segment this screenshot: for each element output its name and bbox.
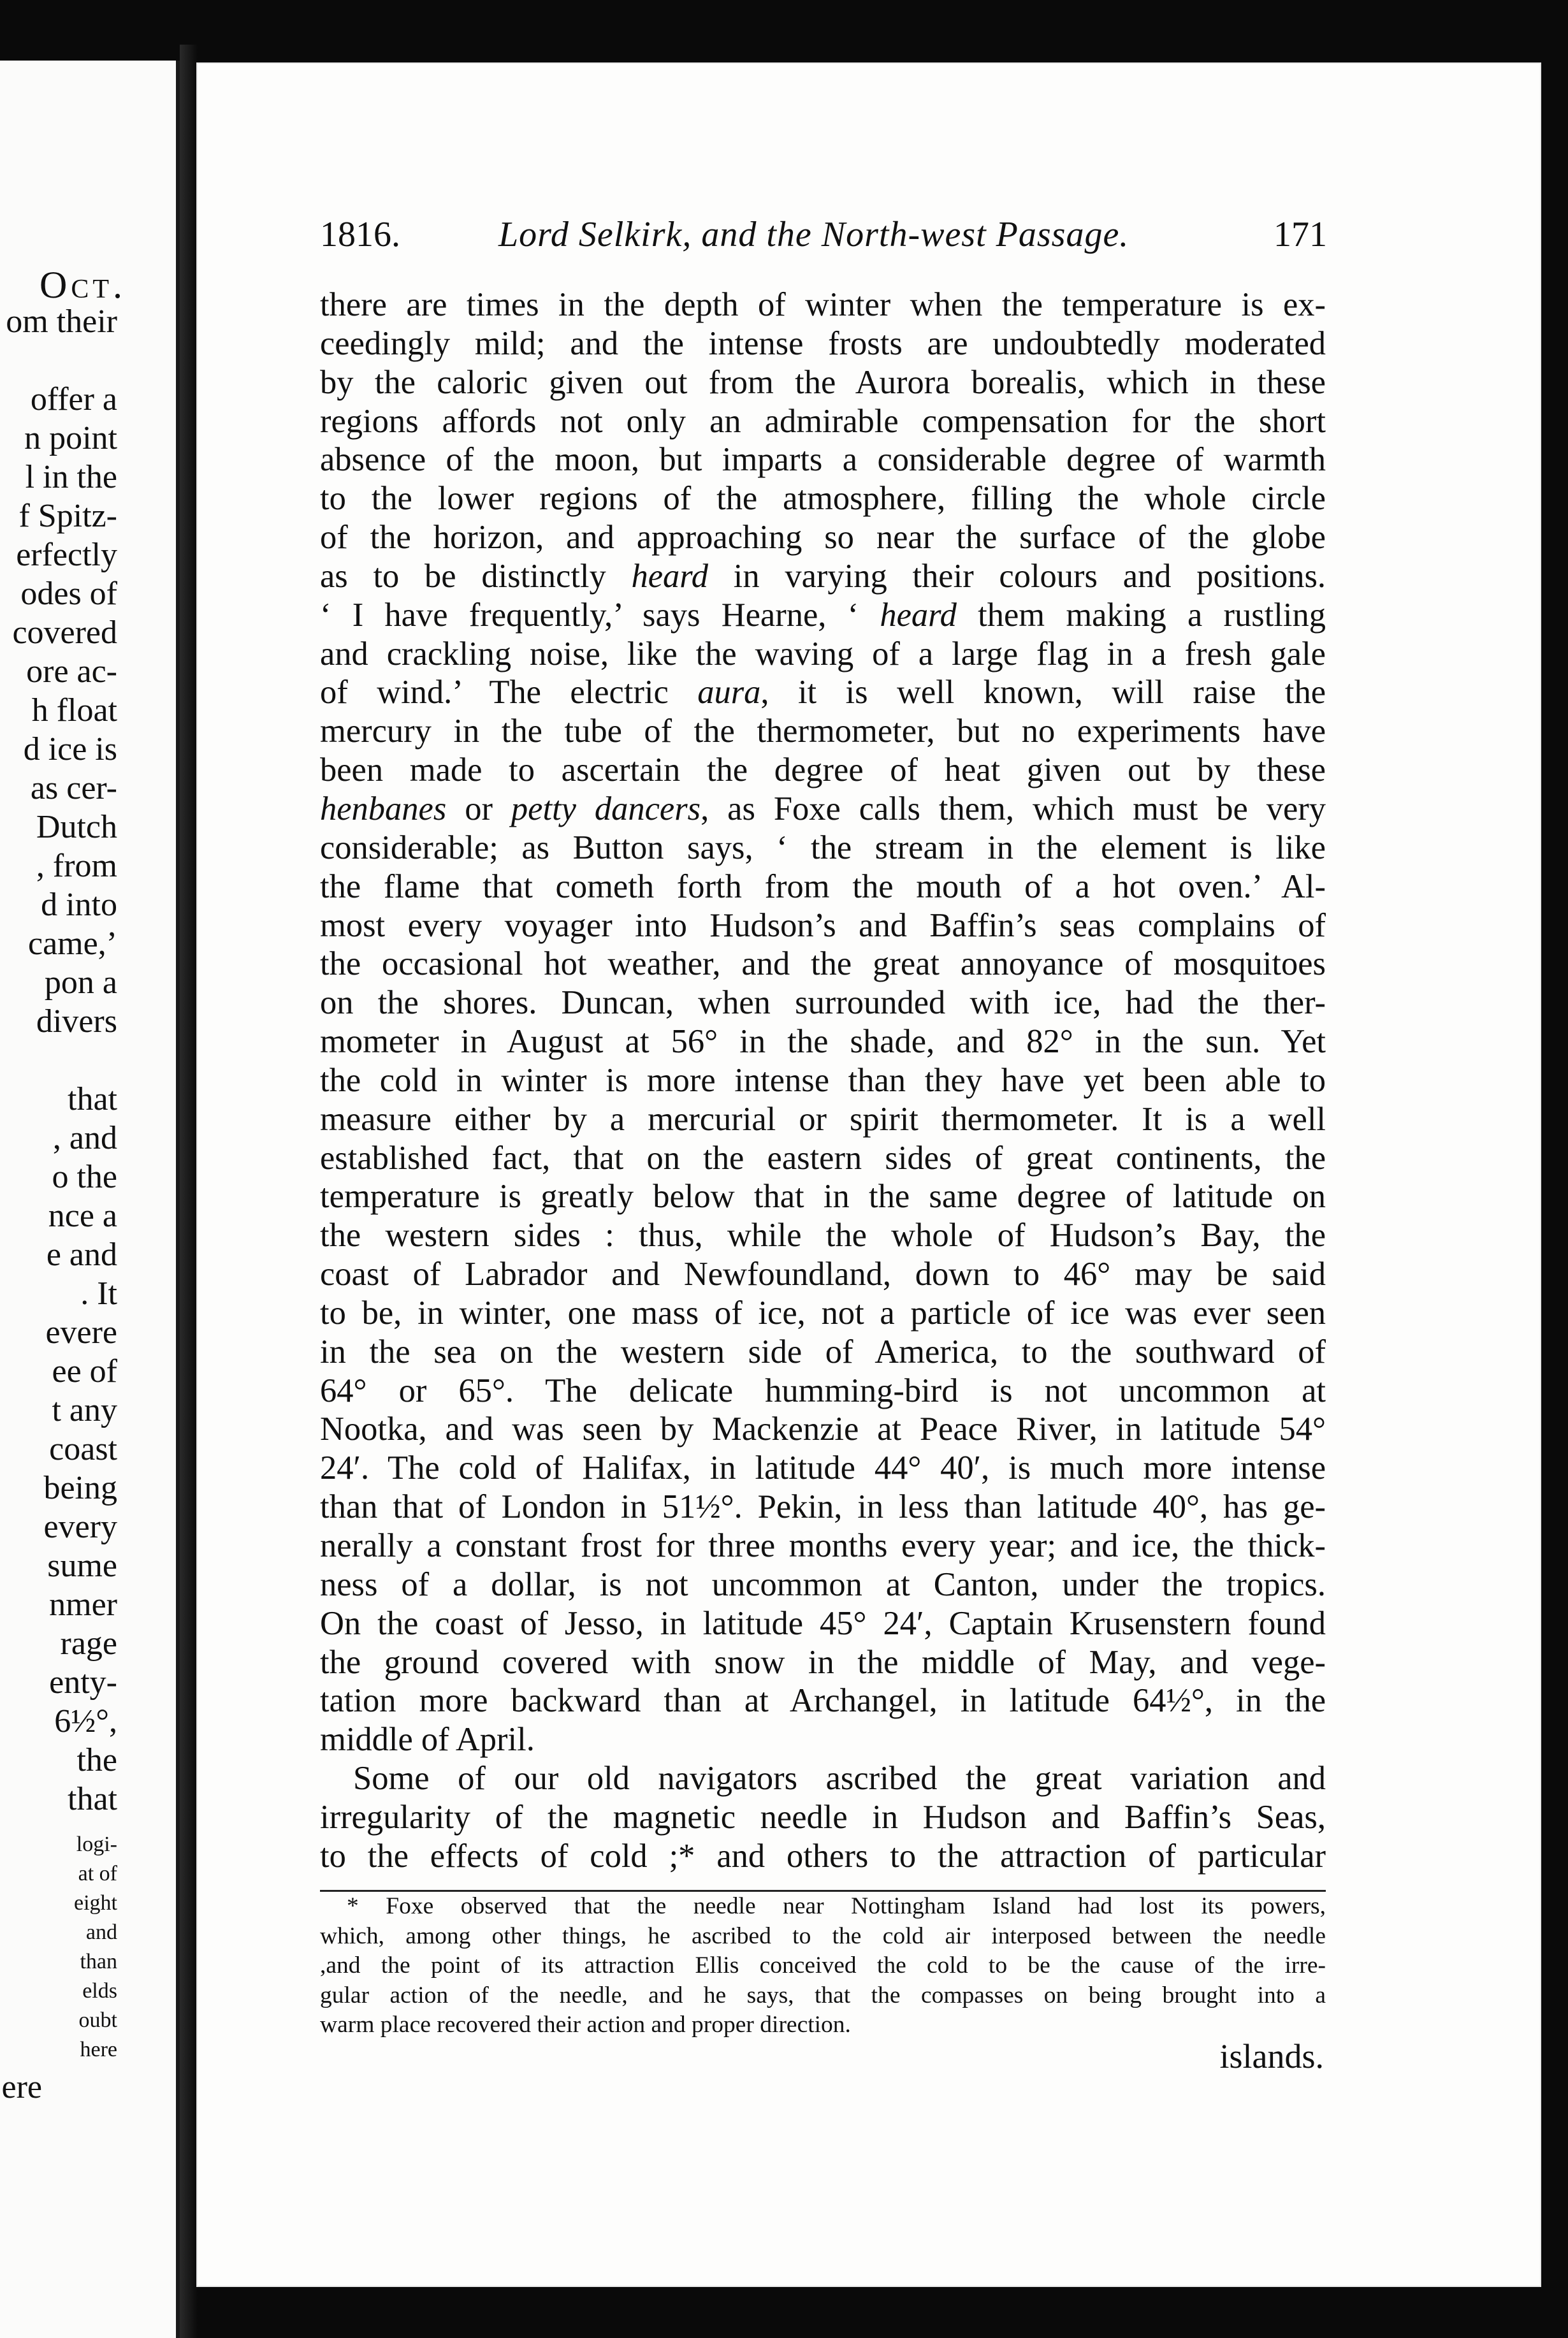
left-page-catchword: ere — [1, 2069, 42, 2105]
running-header — [320, 214, 1327, 265]
text-line: by the caloric given out from the Aurora borealis, which in these — [320, 363, 1326, 401]
footnote-line: which, among other things, he ascribed to the cold air interposed between the needle — [320, 1922, 1326, 1949]
left-page-line: coast — [49, 1431, 117, 1467]
left-page-line: Dutch — [36, 809, 117, 845]
left-page-line: nce a — [48, 1198, 117, 1234]
left-page-line: rage — [60, 1625, 117, 1662]
left-page-footnote-line: oubt — [78, 2008, 117, 2032]
left-page-footnote-line: logi- — [76, 1833, 117, 1856]
text-line: on the shores. Duncan, when surrounded with ice, had the ther- — [320, 984, 1326, 1022]
text-line: temperature is greatly below that in the same degree of latitude on — [320, 1178, 1326, 1216]
text-line: 24′. The cold of Halifax, in latitude 44° 40′, is much more intense — [320, 1449, 1326, 1487]
footnote-line: * Foxe observed that the needle near Nottingham Island had lost its powers, — [347, 1893, 1326, 1919]
left-page-line: every — [43, 1509, 117, 1545]
left-page-line: n point — [24, 420, 117, 456]
text-line: coast of Labrador and Newfoundland, down to 46° may be said — [320, 1256, 1326, 1293]
left-page-header: Oct. — [40, 264, 126, 306]
catchword: islands. — [1219, 2037, 1324, 2075]
left-page-line: o the — [52, 1159, 117, 1195]
header-year: 1816. — [320, 215, 400, 254]
text-line: considerable; as Button says, ‘ the stream in the element is like — [320, 829, 1326, 866]
left-page-line: odes of — [20, 576, 117, 612]
left-page-line: enty- — [49, 1664, 117, 1701]
text-line: 64° or 65°. The delicate humming-bird is not uncommon at — [320, 1372, 1326, 1409]
text-line: been made to ascertain the degree of heat given out by these — [320, 752, 1326, 789]
text-line: mercury in the tube of the thermometer, but no experiments have — [320, 713, 1326, 750]
left-page-line: e and — [46, 1237, 117, 1273]
left-page-line: f Spitz- — [18, 498, 117, 534]
left-page-line: nmer — [49, 1586, 117, 1623]
left-page-line: erfectly — [16, 537, 117, 573]
left-page-line: evere — [45, 1314, 117, 1351]
left-page-line: 6½°, — [54, 1703, 117, 1739]
left-page-footnote-line: at of — [78, 1862, 117, 1885]
left-page-line: offer a — [30, 381, 117, 418]
left-page-line: covered — [12, 614, 117, 651]
left-page-line: ee of — [52, 1353, 117, 1390]
footnote — [320, 1892, 1326, 2040]
left-page-line: ore ac- — [26, 653, 117, 690]
text-line: of wind.’ The electric aura, it is well known, will raise the — [320, 674, 1326, 711]
text-line: to the effects of cold ;* and others to the attraction of particular — [320, 1837, 1326, 1875]
left-page-line: , and — [52, 1120, 117, 1156]
text-line: henbanes or petty dancers, as Foxe calls them, which must be very — [320, 790, 1326, 827]
page-gutter — [180, 45, 198, 2338]
left-page-line: that — [68, 1081, 117, 1117]
text-line: the cold in winter is more intense than they have yet been able to — [320, 1061, 1326, 1099]
left-page-line: sume — [47, 1548, 117, 1584]
text-line: the ground covered with snow in the middle of May, and vege- — [320, 1643, 1326, 1681]
text-line: irregularity of the magnetic needle in Hudson and Baffin’s Seas, — [320, 1798, 1326, 1836]
footnote-line: ,and the point of its attraction Ellis conceived the cold to be the cause of the irre- — [320, 1952, 1326, 1979]
page-number: 171 — [1274, 215, 1327, 254]
left-page-line: . It — [80, 1275, 117, 1312]
text-line: of the horizon, and approaching so near the surface of the globe — [320, 519, 1326, 556]
left-page-line: om their — [6, 303, 117, 340]
left-page-line: t any — [52, 1392, 117, 1428]
text-line: there are times in the depth of winter when the temperature is ex- — [320, 286, 1326, 323]
text-line: the western sides : thus, while the whole of Hudson’s Bay, the — [320, 1217, 1326, 1254]
left-page-footnote-line: elds — [82, 1979, 117, 2003]
text-line: than that of London in 51½°. Pekin, in less than latitude 40°, has ge- — [320, 1488, 1326, 1526]
left-page-footnote-line: eight — [74, 1891, 117, 1915]
left-page-line: pon a — [44, 964, 117, 1001]
text-line: to be, in winter, one mass of ice, not a particle of ice was ever seen — [320, 1294, 1326, 1332]
text-line: nerally a constant frost for three months every year; and ice, the thick- — [320, 1527, 1326, 1564]
left-page-line: divers — [36, 1003, 117, 1040]
left-page-line: that — [68, 1781, 117, 1817]
text-line: regions affords not only an admirable compensation for the short — [320, 402, 1326, 440]
left-page-line: d ice is — [23, 731, 117, 767]
text-line: mometer in August at 56° in the shade, and 82° in the sun. Yet — [320, 1023, 1326, 1061]
footnote-line: warm place recovered their action and proper direction. — [320, 2012, 851, 2038]
left-page-line: l in the — [25, 459, 117, 495]
text-line: measure either by a mercurial or spirit thermometer. It is a well — [320, 1100, 1326, 1138]
text-line: and crackling noise, like the waving of a large flag in a fresh gale — [320, 635, 1326, 672]
text-line: tation more backward than at Archangel, in latitude 64½°, in the — [320, 1682, 1326, 1720]
text-line: ness of a dollar, is not uncommon at Canton, under the tropics. — [320, 1565, 1326, 1603]
text-line: Some of our old navigators ascribed the great variation and — [353, 1760, 1326, 1797]
text-line: absence of the moon, but imparts a considerable degree of warmth — [320, 441, 1326, 479]
text-line: as to be distinctly heard in varying their colours and positions. — [320, 557, 1326, 595]
text-line: established fact, that on the eastern sides of great continents, the — [320, 1139, 1326, 1177]
text-line: in the sea on the western side of America, to the southward of — [320, 1333, 1326, 1370]
left-page-line: h float — [31, 692, 117, 729]
text-line: most every voyager into Hudson’s and Baffin’s seas complains of — [320, 906, 1326, 944]
left-page — [0, 61, 180, 2338]
header-title: Lord Selkirk, and the North-west Passage. — [498, 215, 1129, 254]
left-page-footnote-line: and — [85, 1920, 117, 1944]
left-page-line: being — [43, 1470, 117, 1506]
left-page-line: the — [76, 1742, 117, 1778]
left-page-line: , from — [36, 848, 117, 884]
text-line: the flame that cometh forth from the mouth of a hot oven.’ Al- — [320, 868, 1326, 905]
text-line: On the coast of Jesso, in latitude 45° 24′, Captain Krusenstern found — [320, 1604, 1326, 1642]
text-line: the occasional hot weather, and the great annoyance of mosquitoes — [320, 945, 1326, 983]
body-text — [320, 286, 1326, 1876]
footnote-line: gular action of the needle, and he says, that the compasses on being brought into a — [320, 1982, 1326, 2008]
text-line: middle of April. — [320, 1721, 535, 1759]
left-page-line: d into — [41, 887, 117, 923]
text-line: to the lower regions of the atmosphere, filling the whole circle — [320, 480, 1326, 518]
text-line: Nootka, and was seen by Mackenzie at Peace River, in latitude 54° — [320, 1411, 1326, 1448]
left-page-footnote-line: than — [80, 1950, 117, 1973]
text-line: ceedingly mild; and the intense frosts are undoubtedly moderated — [320, 324, 1326, 362]
left-page-line: came,’ — [27, 926, 117, 962]
left-page-line: as cer- — [30, 770, 117, 806]
left-page-footnote-line: here — [80, 2038, 117, 2061]
text-line: ‘ I have frequently,’ says Hearne, ‘ heard them making a rustling — [320, 596, 1326, 634]
